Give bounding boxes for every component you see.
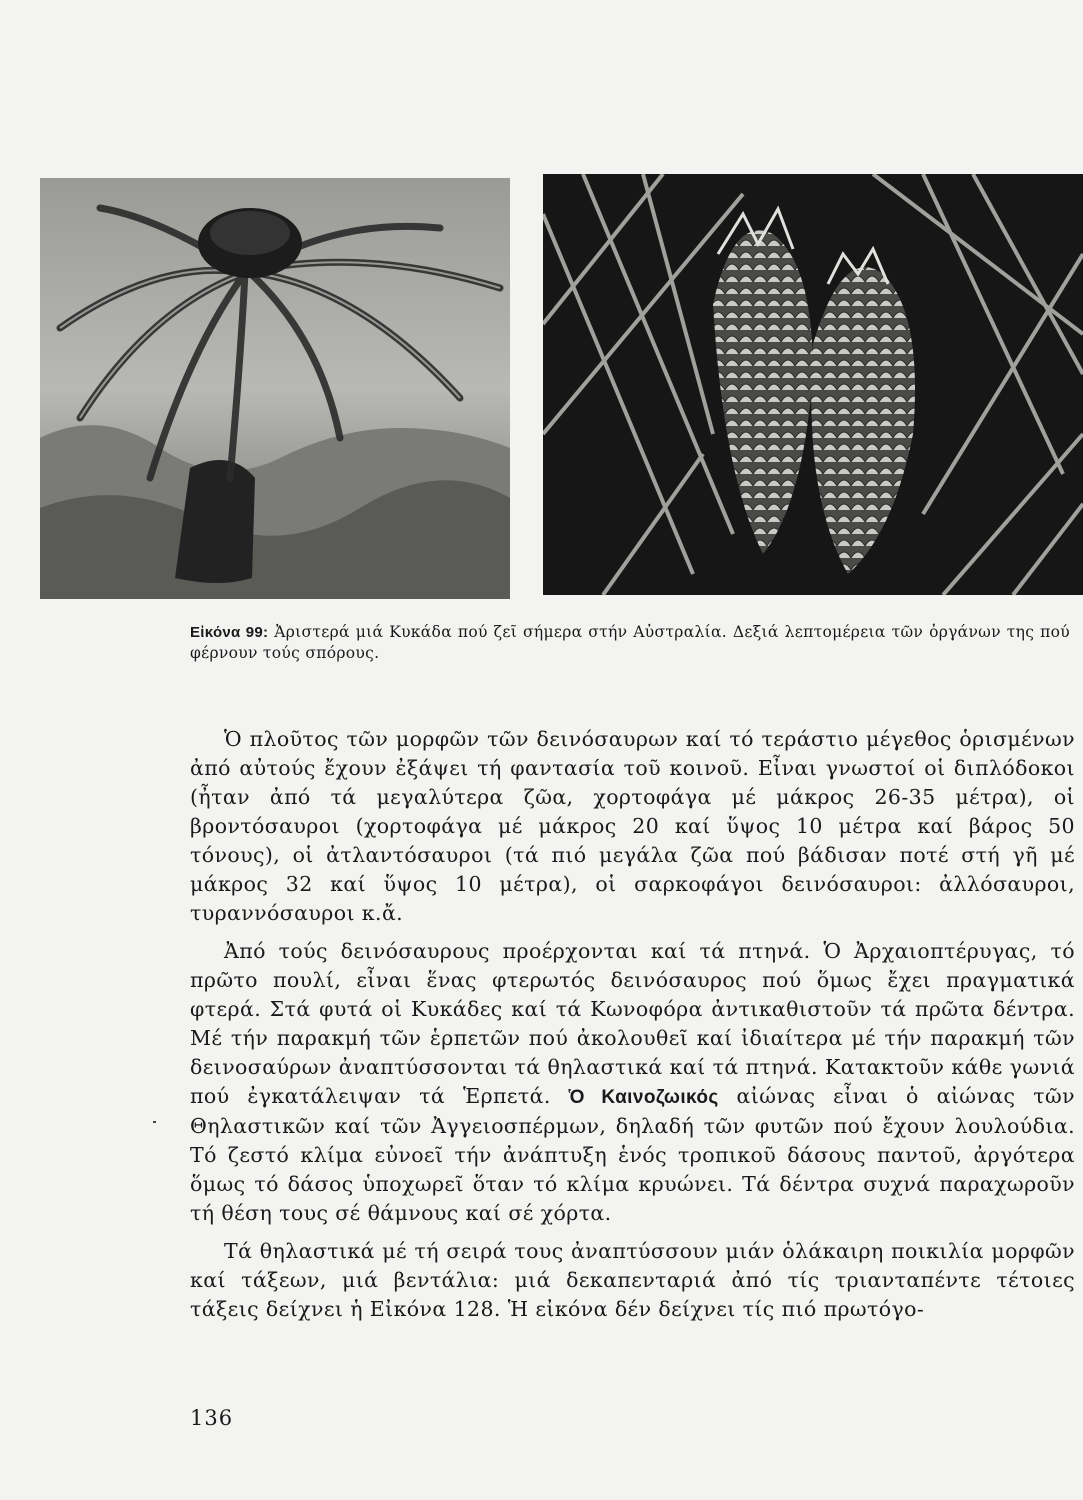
caption-label: Εἰκόνα 99: xyxy=(190,624,269,641)
paragraph-text: Ἀπό τούς δεινόσαυρους προέρχονται καί τά πτηνά. Ὁ Ἀρχαιοπτέρυγας, τό πρῶτο πουλί, εἶναι ἕνας φτερωτός δεινόσαυρος πού ὅμως ἔχει πραγματικά φτερά. Στά φυτά οἱ Κυκάδες καί τά Κωνοφόρα ἀντικαθιστοῦν τά πρῶτα δέντρα. Μέ τήν παρακμή τῶν ἑρπετῶν πού ἀκολουθεῖ καί ἰδιαίτερα μέ τήν παρακμή τῶν δεινοσαύρων ἀναπτύσσονται τά θηλαστικά καί τά πτηνά. Κατακτοῦν κάθε γωνιά πού ἐγκατάλειψαν τά Ἑρπετά. xyxy=(190,939,1075,1108)
bold-term: Ὁ Καινοζωικός xyxy=(568,1087,719,1108)
cycad-cones-illustration xyxy=(543,174,1083,595)
page-number: 136 xyxy=(190,1406,234,1430)
paragraph: Τά θηλαστικά μέ τή σειρά τους ἀναπτύσσουν μιάν ὁλάκαιρη ποικιλία μορφῶν καί τάξεων, μιά βεντάλια: μιά δεκαπενταριά ἀπό τίς τριανταπέντε τέτοιες τάξεις δείχνει ἡ Εἰκόνα 128. Ἡ εἰκόνα δέν δείχνει τίς πιό πρωτόγο- xyxy=(190,1239,1075,1321)
paragraph: Ὁ πλοῦτος τῶν μορφῶν τῶν δεινόσαυρων καί τό τεράστιο μέγεθος ὁρισμένων ἀπό αὐτούς ἔχουν ἐξάψει τή φαντασία τοῦ κοινοῦ. Εἶναι γνωστοί οἱ διπλόδοκοι (ἦταν ἀπό τά μεγαλύτερα ζῶα, χορτοφάγα μέ μάκρος 26-35 μέτρα), οἱ βροντόσαυροι (χορτοφάγα μέ μάκρος 20 καί ὕψος 10 μέτρα καί βάρος 50 τόνους), οἱ ἀτλαντόσαυροι (τά πιό μεγάλα ζῶα πού βάδισαν ποτέ στή γῆ μέ μάκρος 32 καί ὕψος 10 μέτρα), οἱ σαρκοφάγοι δεινόσαυροι: ἀλλόσαυροι, τυραννόσαυροι κ.ἄ. xyxy=(190,727,1075,925)
paragraph-text: αἰώνας εἶναι ὁ αἰώνας τῶν Θηλαστικῶν καί τῶν Ἀγγειοσπέρμων, δηλαδή τῶν φυτῶν πού ἔχουν λουλούδια. Τό ζεστό κλίμα εὐνοεῖ τήν ἀνάπτυξη ἑνός τροπικοῦ δάσους παντοῦ, ἀργότερα ὅμως τό δάσος ὑποχωρεῖ ὅταν τό κλίμα κρυώνει. Τά δέντρα συχνά παραχωροῦν τή θέση τους σέ θάμνους καί σέ χόρτα. xyxy=(190,1084,1075,1225)
caption-text: Ἀριστερά μιά Κυκάδα πού ζεῖ σήμερα στήν Αὐστραλία. Δεξιά λεπτομέρεια τῶν ὀργάνων της πού φέρνουν τούς σπόρους. xyxy=(190,623,1070,662)
cycad-tree-illustration xyxy=(40,178,510,599)
body-text xyxy=(190,725,1075,1333)
cycad-tree-photo xyxy=(40,178,510,599)
cycad-cones-photo xyxy=(543,174,1083,595)
paragraph xyxy=(190,937,1075,1228)
figure-caption xyxy=(190,622,1070,664)
scan-speck xyxy=(153,1121,156,1123)
